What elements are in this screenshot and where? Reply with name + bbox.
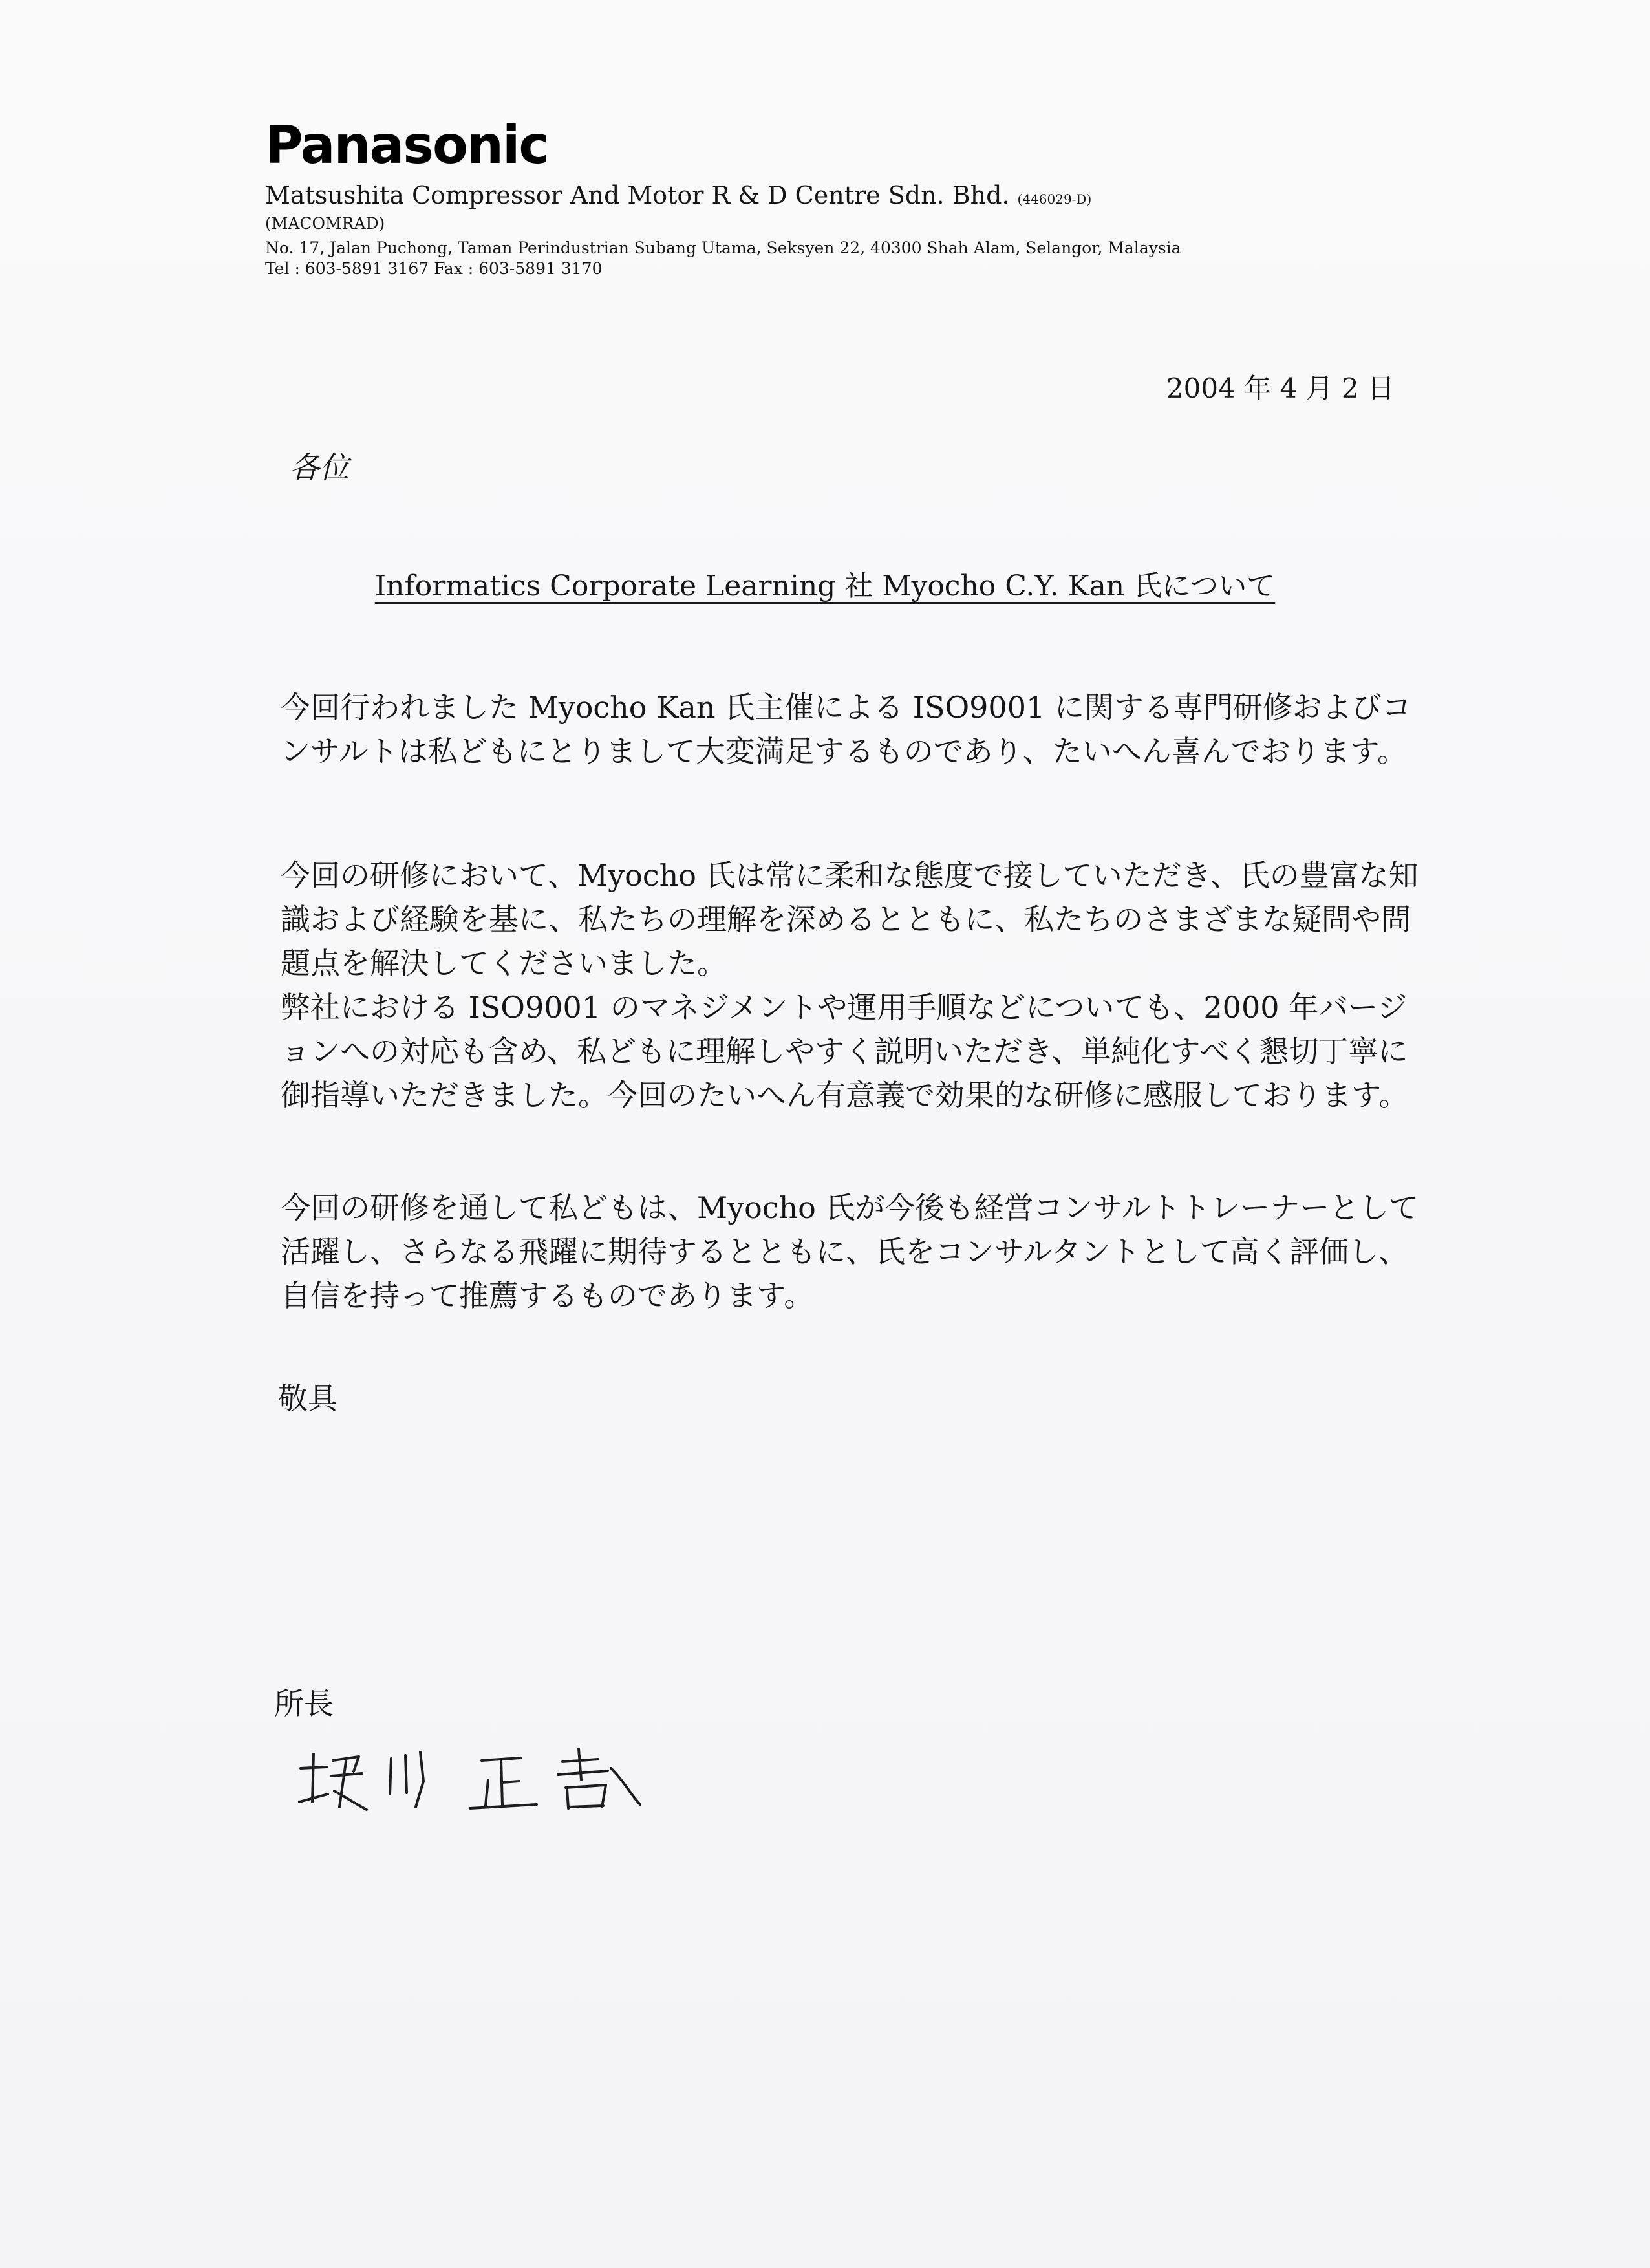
company-address: No. 17, Jalan Puchong, Taman Perindustrian Subang Utama, Seksyen 22, 40300 Shah Alam, Selangor, Malaysia [265,239,1181,257]
closing-phrase: 敬具 [278,1381,338,1416]
signatory-title: 所長 [274,1686,334,1721]
letter-date: 2004 年 4 月 2 日 [1166,372,1395,404]
body-paragraph-2 [281,853,1425,1117]
handwritten-signature [294,1742,656,1813]
salutation: 各位 [290,450,349,485]
body-paragraph-2b: 弊社における ISO9001 のマネジメントや運用手順などについても、2000 年バージョンへの対応も含め、私どもに理解しやすく説明いただき、単純化すべく懇切丁寧に御指導いただきました。今回のたいへん有意義で効果的な研修に感服しております。 [281,990,1409,1113]
body-paragraph-3: 今回の研修を通して私どもは、Myocho 氏が今後も経営コンサルトトレーナーとして活躍し、さらなる飛躍に期待するとともに、氏をコンサルタントとして高く評価し、自信を持って推薦するものであります。 [281,1190,1419,1313]
body-paragraph-2a: 今回の研修において、Myocho 氏は常に柔和な態度で接していただき、氏の豊富な知識および経験を基に、私たちの理解を深めるとともに、私たちのさまざまな疑問や問題点を解決してくださいました。 [281,858,1419,981]
letter-subject [0,572,1650,601]
company-abbreviation: (MACOMRAD) [265,214,385,233]
body-paragraph-1: 今回行われました Myocho Kan 氏主催による ISO9001 に関する専門研修およびコンサルトは私どもにとりまして大変満足するものであり、たいへん喜んでおります。 [281,690,1411,769]
letter-subject-text: Informatics Corporate Learning 社 Myocho C.Y. Kan 氏について [374,570,1276,603]
panasonic-logo: Panasonic [265,115,548,175]
company-contact: Tel : 603-5891 3167 Fax : 603-5891 3170 [265,259,603,278]
registration-number: (446029-D) [1017,191,1092,207]
company-name-text: Matsushita Compressor And Motor R & D Centre Sdn. Bhd. [265,181,1010,209]
company-name [265,183,1091,208]
